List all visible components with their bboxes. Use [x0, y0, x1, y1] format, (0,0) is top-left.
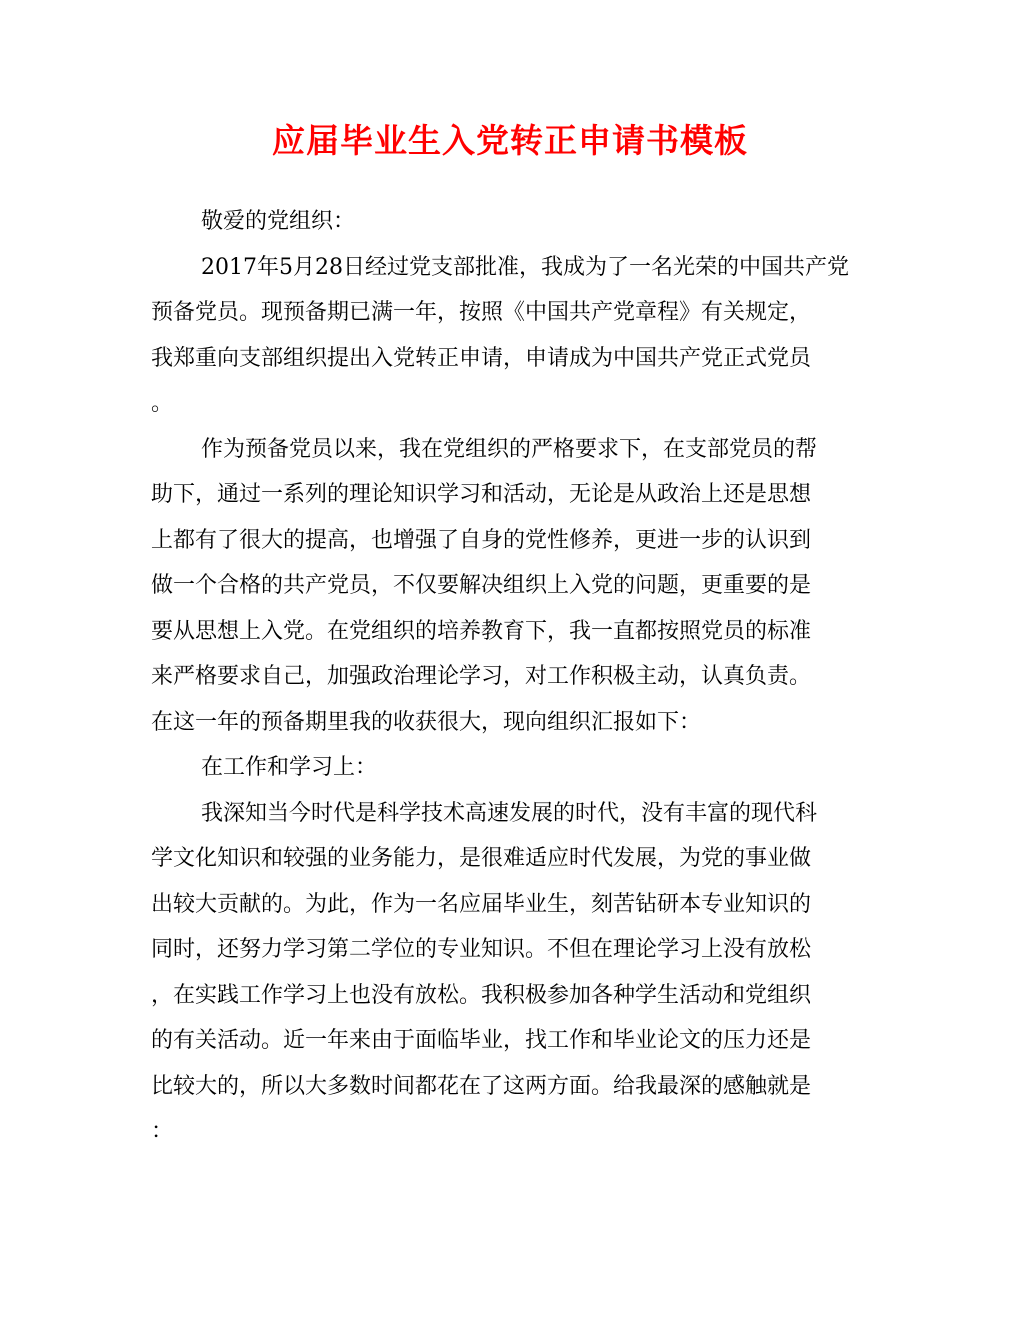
body-line: 2017年5月28日经过党支部批准，我成为了一名光荣的中国共产党	[201, 254, 849, 280]
body-line: 同时，还努力学习第二学位的专业知识。不但在理论学习上没有放松	[151, 937, 812, 962]
document-title: 应届毕业生入党转正申请书模板	[272, 121, 748, 160]
body-line: 助下，通过一系列的理论知识学习和活动，无论是从政治上还是思想	[151, 482, 812, 507]
body-line: 比较大的，所以大多数时间都花在了这两方面。给我最深的感触就是	[151, 1073, 812, 1099]
document-body	[151, 199, 851, 1155]
body-line: 我深知当今时代是科学技术高速发展的时代，没有丰富的现代科	[201, 800, 818, 826]
body-line: 在工作和学习上：	[201, 755, 378, 780]
body-line: 学文化知识和较强的业务能力，是很难适应时代发展，为党的事业做	[151, 846, 812, 871]
body-line: ：	[151, 1119, 174, 1144]
body-line: 。	[151, 391, 174, 416]
body-line: 预备党员。现预备期已满一年，按照《中国共产党章程》有关规定，	[151, 300, 812, 325]
body-line: 作为预备党员以来，我在党组织的严格要求下，在支部党员的帮	[201, 436, 818, 462]
body-line: 上都有了很大的提高，也增强了自身的党性修养，更进一步的认识到	[151, 527, 812, 553]
body-line: 来严格要求自己，加强政治理论学习，对工作积极主动，认真负责。	[151, 664, 812, 689]
body-line: 敬爱的党组织：	[201, 209, 356, 234]
body-line: ，在实践工作学习上也没有放松。我积极参加各种学生活动和党组织	[151, 982, 812, 1008]
body-line: 的有关活动。近一年来由于面临毕业，找工作和毕业论文的压力还是	[151, 1028, 812, 1053]
body-line: 做一个合格的共产党员，不仅要解决组织上入党的问题，更重要的是	[151, 573, 812, 598]
body-line: 出较大贡献的。为此，作为一名应届毕业生，刻苦钻研本专业知识的	[151, 891, 812, 917]
body-line: 我郑重向支部组织提出入党转正申请，申请成为中国共产党正式党员	[151, 345, 812, 371]
body-line: 要从思想上入党。在党组织的培养教育下，我一直都按照党员的标准	[151, 618, 812, 644]
body-line: 在这一年的预备期里我的收获很大，现向组织汇报如下：	[151, 709, 702, 735]
